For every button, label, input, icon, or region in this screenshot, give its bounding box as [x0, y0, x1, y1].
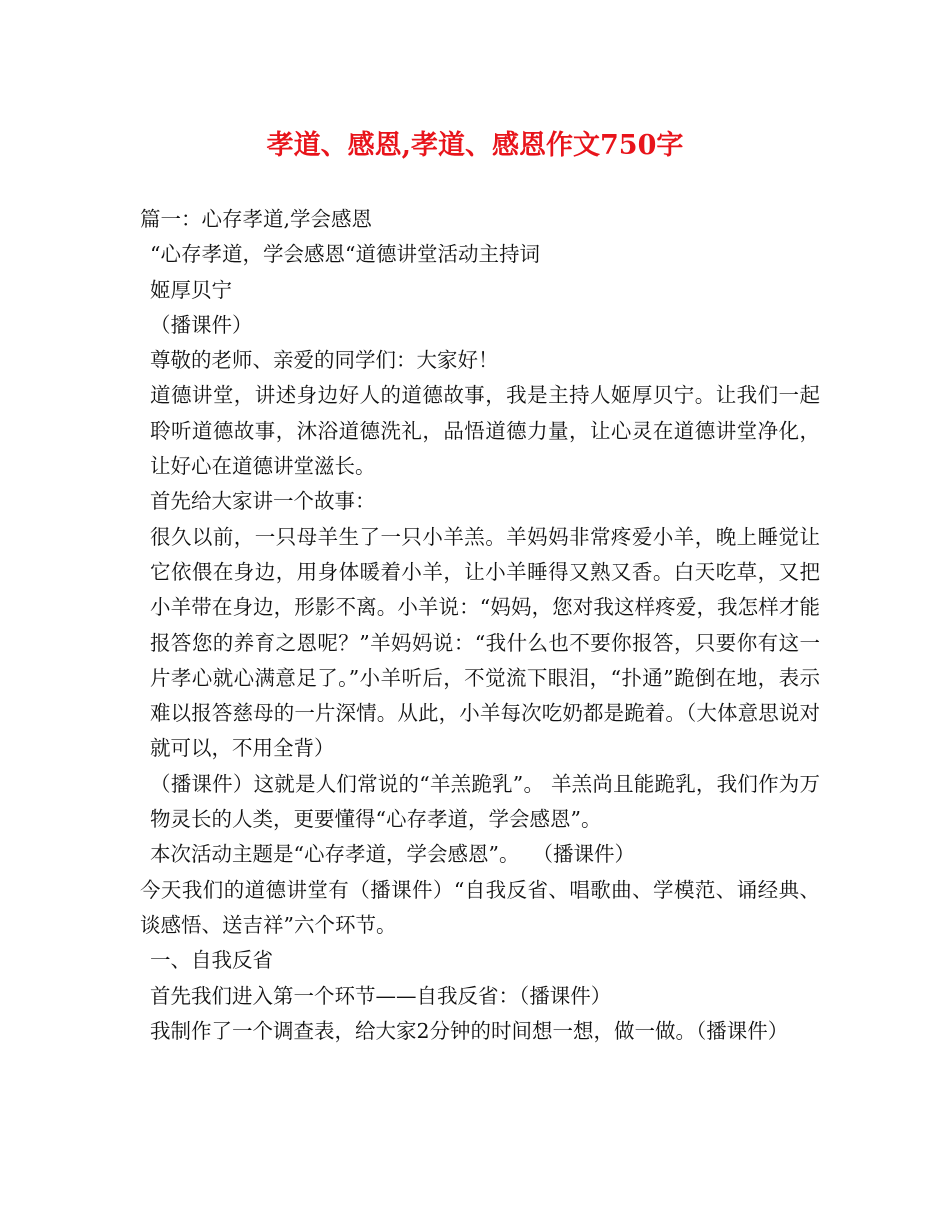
paragraph: （播课件）: [150, 312, 253, 337]
document-title: 孝道、感恩,孝道、感恩作文750字: [266, 130, 684, 161]
story-paragraph: 很久以前，一只母羊生了一只小羊羔。羊妈妈非常疼爱小羊，晚上睡觉让它依偎在身边，用身体暖着小羊，让小羊睡得又熟又香。白天吃草，又把小羊带在身边，形影不离。小羊说：“妈妈，您对我这样疼爱，我怎样才能报答您的养育之恩呢？”羊妈妈说：“我什么也不要你报答，只要你有这一片孝心就心满意足了。”小羊听后，不觉流下眼泪，“扑通”跪倒在地，表示难以报答慈母的一片深情。从此，小羊每次吃奶都是跪着。（大体意思说对就可以，不用全背）: [150, 524, 820, 761]
paragraph: 今天我们的道德讲堂有（播课件）“自我反省、唱歌曲、学模范、诵经典、谈感悟、送吉祥”六个环节。: [140, 877, 820, 937]
paragraph: 我制作了一个调查表，给大家2分钟的时间想一想，做一做。（播课件）: [150, 1018, 789, 1043]
paragraph: 本次活动主题是“心存孝道，学会感恩”。 （播课件）: [150, 842, 635, 867]
paragraph: 首先我们进入第一个环节——自我反省：（播课件）: [150, 983, 612, 1008]
paragraph: （播课件）这就是人们常说的“羊羔跪乳”。 羊羔尚且能跪乳，我们作为万物灵长的人类，更要懂得“心存孝道，学会感恩”。: [150, 771, 820, 832]
greeting: 尊敬的老师、亲爱的同学们：大家好！: [150, 348, 499, 373]
subsection-heading: 一、自我反省: [150, 948, 273, 973]
paragraph: 首先给大家讲一个故事：: [150, 489, 376, 514]
host-name: 姬厚贝宁: [150, 277, 232, 302]
event-subtitle: “心存孝道，学会感恩“道德讲堂活动主持词: [150, 242, 540, 267]
section-heading: 篇一：心存孝道,学会感恩: [140, 207, 373, 231]
paragraph: 道德讲堂，讲述身边好人的道德故事，我是主持人姬厚贝宁。让我们一起聆听道德故事，沐浴道德洗礼，品悟道德力量，让心灵在道德讲堂净化，让好心在道德讲堂滋长。: [150, 383, 820, 479]
document-body: [140, 202, 820, 1049]
